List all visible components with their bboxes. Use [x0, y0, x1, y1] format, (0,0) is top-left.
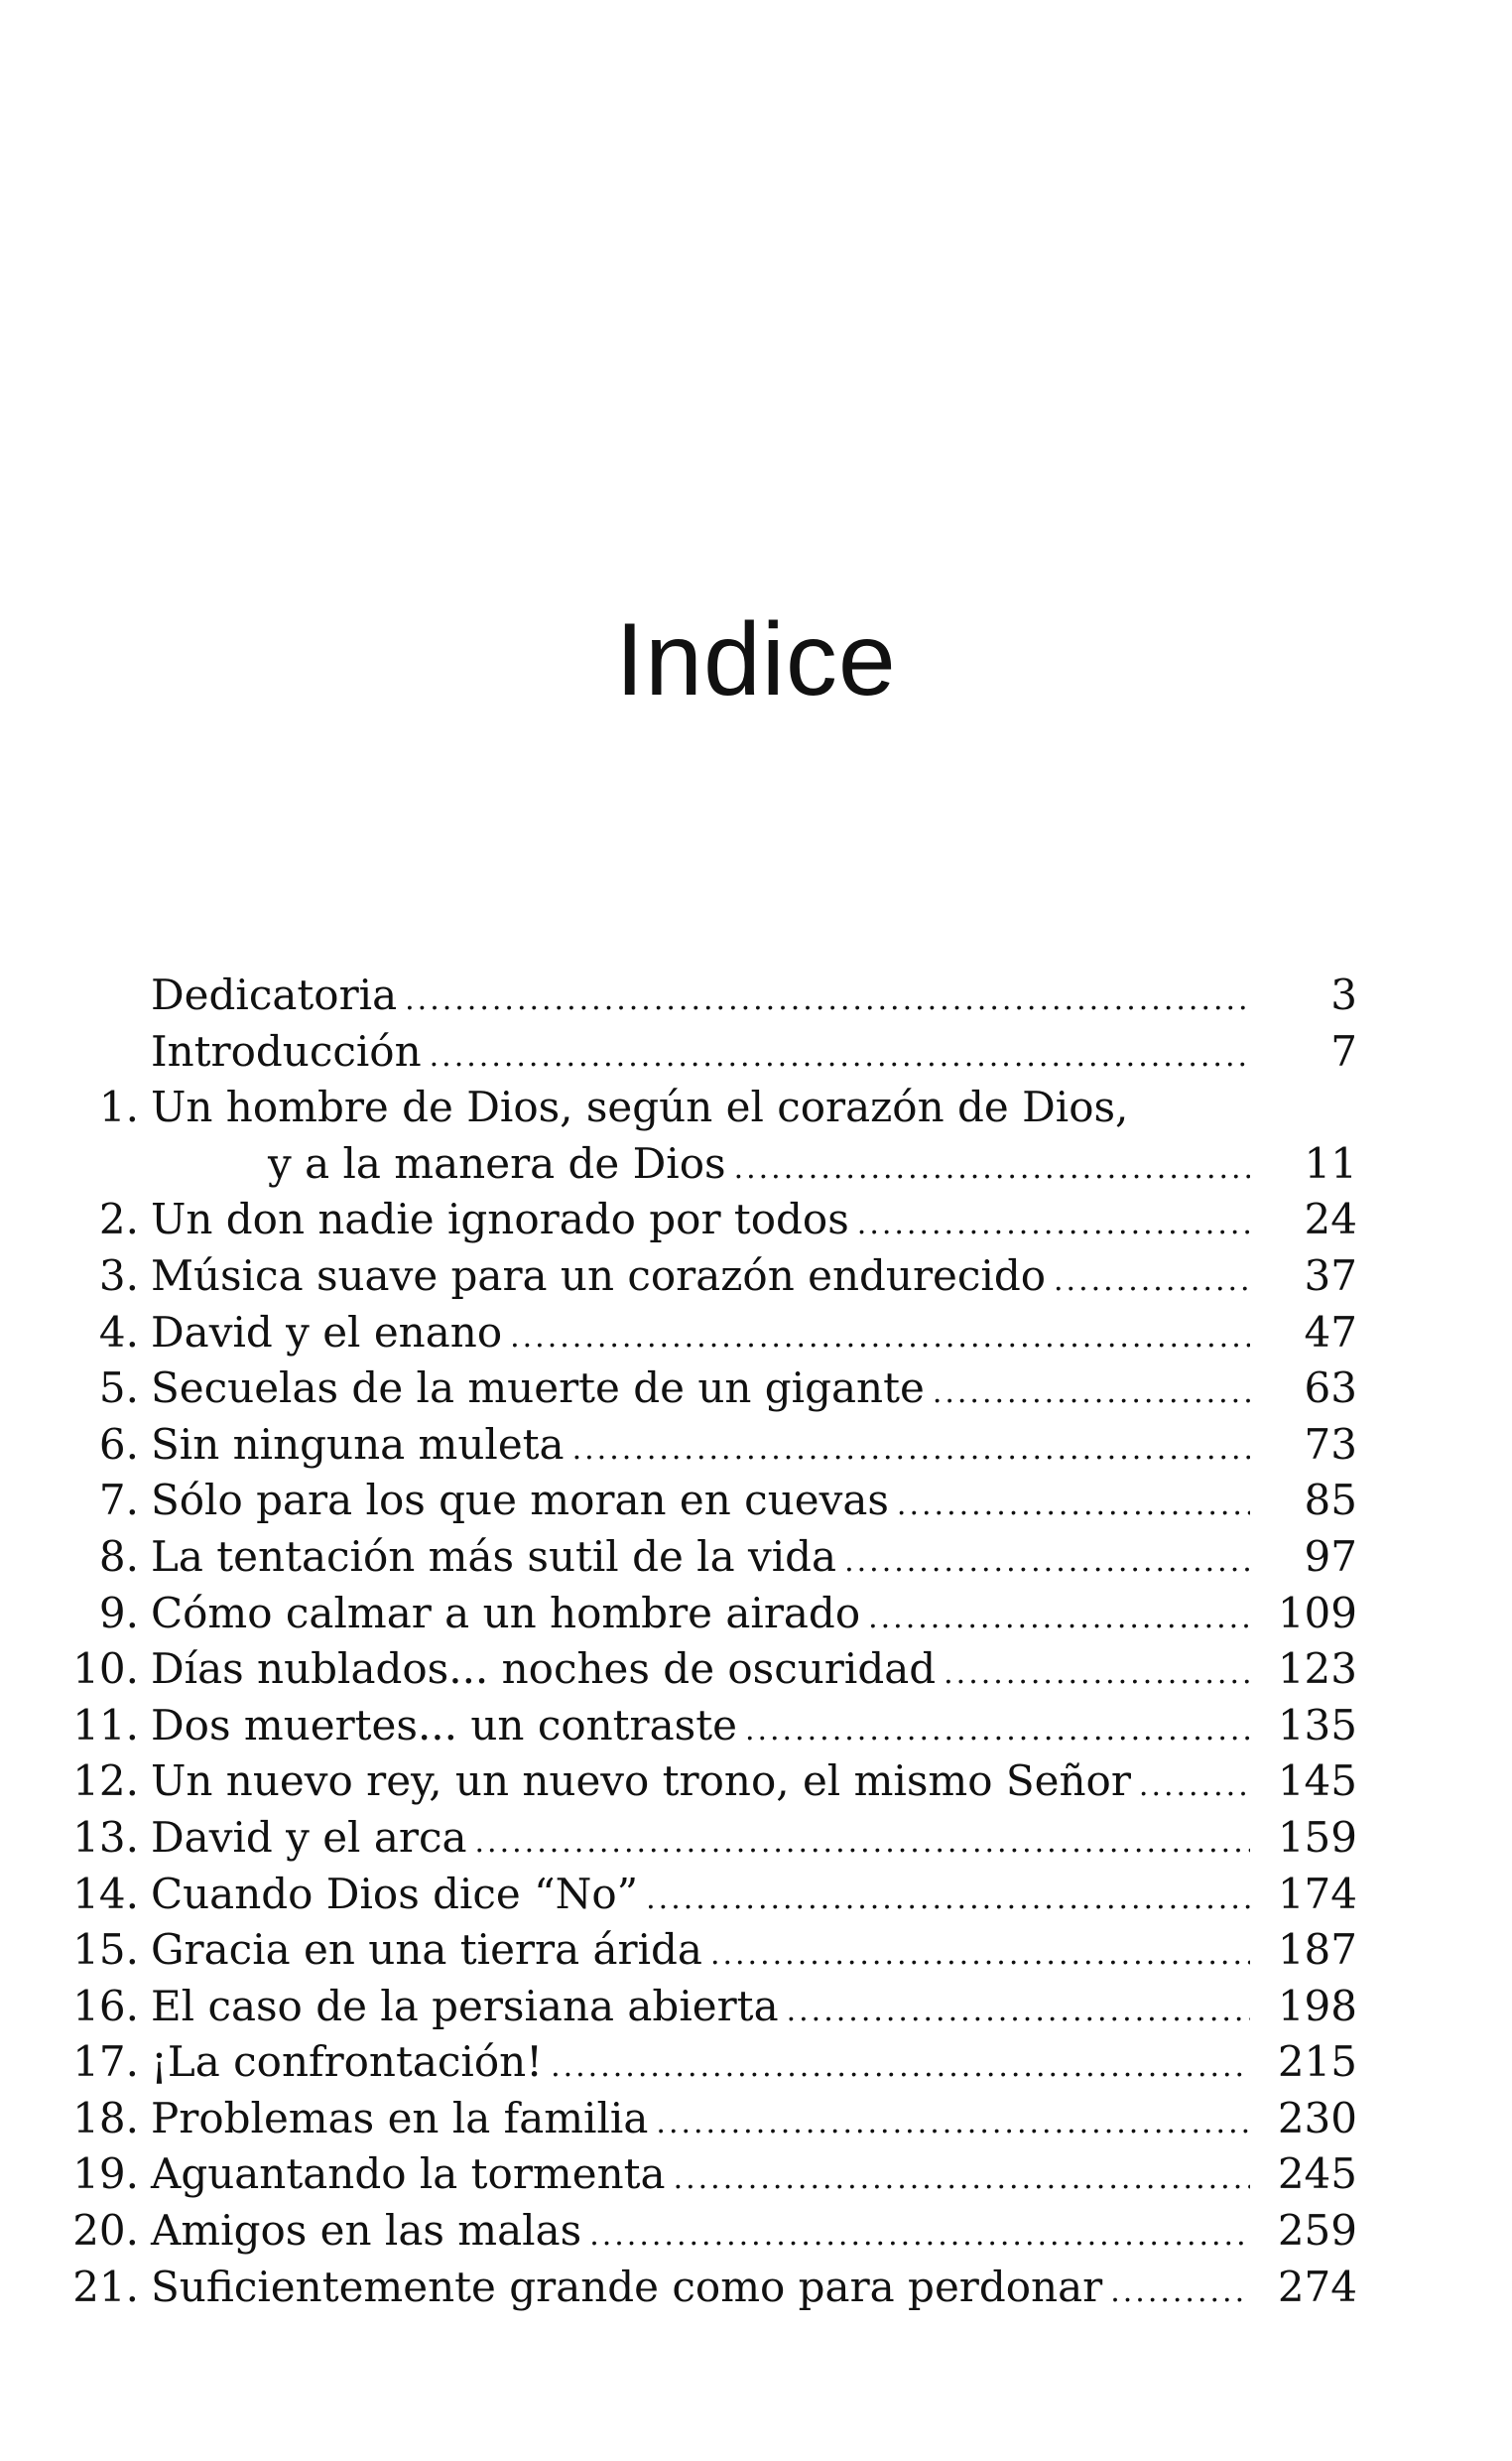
toc-entry-8	[67, 1529, 1357, 1586]
toc-page-number: 135	[1277, 1700, 1357, 1749]
toc-page-number: 187	[1277, 1925, 1357, 1975]
toc-label: Sólo para los que moran en cuevas	[151, 1476, 889, 1525]
toc-label: Secuelas de la muerte de un gigante	[151, 1363, 925, 1413]
toc-page-number: 63	[1304, 1363, 1357, 1413]
toc-number: 6.	[98, 1419, 139, 1469]
dot-leader	[1054, 1253, 1250, 1310]
toc-number: 11.	[72, 1700, 139, 1749]
toc-entry-9	[67, 1586, 1357, 1642]
toc-entry-4	[67, 1305, 1357, 1361]
toc-number: 4.	[98, 1307, 139, 1357]
toc-number: 7.	[98, 1476, 139, 1525]
dot-leader	[646, 1872, 1250, 1928]
toc-entry-2	[67, 1192, 1357, 1248]
toc-label: Cómo calmar a un hombre airado	[151, 1588, 861, 1637]
toc-number: 17.	[72, 2037, 139, 2087]
dot-leader	[857, 1197, 1250, 1253]
dot-leader	[674, 2151, 1250, 2208]
toc-entry-11	[67, 1698, 1357, 1754]
dot-leader	[734, 1141, 1250, 1198]
toc-page-number: 230	[1277, 2093, 1357, 2142]
dot-leader	[944, 1646, 1250, 1703]
toc-page-number: 174	[1277, 1869, 1357, 1918]
toc-label: Música suave para un corazón endurecido	[151, 1250, 1047, 1300]
page-title: Indice	[615, 602, 897, 717]
toc-page-number: 215	[1277, 2037, 1357, 2087]
dot-leader	[656, 2096, 1250, 2152]
toc-page-number: 259	[1277, 2206, 1357, 2256]
toc-number: 21.	[72, 2262, 139, 2311]
toc-page-number: 85	[1304, 1476, 1357, 1525]
toc-number: 14.	[72, 1869, 139, 1918]
dot-leader	[745, 1703, 1250, 1759]
toc-number: 10.	[72, 1644, 139, 1694]
dot-leader	[405, 972, 1250, 1029]
toc-entry-10	[67, 1641, 1357, 1698]
toc-entry-21	[67, 2260, 1357, 2316]
toc-page-number: 97	[1304, 1531, 1357, 1581]
toc-page-number: 7	[1330, 1026, 1357, 1076]
dot-leader	[475, 1815, 1250, 1872]
toc-entry-5	[67, 1360, 1357, 1417]
dot-leader	[1139, 1758, 1250, 1815]
dot-leader	[589, 2208, 1250, 2265]
toc-page-number: 198	[1277, 1981, 1357, 2030]
toc-label: Introducción	[151, 1026, 422, 1076]
toc-number: 9.	[98, 1588, 139, 1637]
dot-leader	[844, 1534, 1250, 1591]
toc-page-number: 24	[1304, 1195, 1357, 1244]
toc-number: 20.	[72, 2206, 139, 2256]
toc-label: Sin ninguna muleta	[151, 1419, 565, 1469]
toc-number: 3.	[98, 1250, 139, 1300]
toc-number: 2.	[98, 1195, 139, 1244]
toc-label: La tentación más sutil de la vida	[151, 1531, 837, 1581]
toc-label: ¡La confrontación!	[151, 2037, 544, 2087]
toc-page-number: 11	[1304, 1138, 1357, 1188]
dot-leader	[572, 1422, 1250, 1479]
toc-entry-1	[67, 1080, 1357, 1136]
dot-leader	[1110, 2265, 1250, 2321]
toc-entry-18	[67, 2091, 1357, 2147]
toc-number: 18.	[72, 2093, 139, 2142]
toc-entry-dedicatoria	[67, 968, 1357, 1024]
toc-entry-12	[67, 1753, 1357, 1810]
toc-label: Cuando Dios dice “No”	[151, 1869, 639, 1918]
toc-entry-17	[67, 2034, 1357, 2091]
toc-entry-introduccion	[67, 1024, 1357, 1081]
toc-page-number: 37	[1304, 1250, 1357, 1300]
toc-page-number: 3	[1330, 971, 1357, 1019]
toc-number: 15.	[72, 1925, 139, 1975]
dot-leader	[710, 1927, 1250, 1984]
dot-leader	[551, 2039, 1250, 2096]
toc-label: Un nuevo rey, un nuevo trono, el mismo Señor	[151, 1756, 1131, 1806]
toc-page-number: 47	[1304, 1307, 1357, 1357]
toc-label: Un don nadie ignorado por todos	[151, 1195, 849, 1244]
toc-label: Aguantando la tormenta	[151, 2149, 666, 2199]
toc-number: 5.	[98, 1363, 139, 1413]
toc-label: Suficientemente grande como para perdonar	[151, 2262, 1103, 2311]
toc-number: 16.	[72, 1981, 139, 2030]
toc-entry-15	[67, 1922, 1357, 1979]
toc-entry-14	[67, 1867, 1357, 1923]
toc-entry-13	[67, 1810, 1357, 1867]
dot-leader	[510, 1310, 1250, 1366]
toc-entry-19	[67, 2146, 1357, 2203]
toc-number: 1.	[98, 1083, 139, 1132]
toc-entry-6	[67, 1417, 1357, 1474]
dot-leader	[897, 1478, 1250, 1534]
toc-entry-1-continued	[67, 1136, 1357, 1193]
toc-entry-7	[67, 1473, 1357, 1529]
toc-label: David y el arca	[151, 1812, 467, 1862]
toc-label: David y el enano	[151, 1307, 503, 1357]
toc-number: 19.	[72, 2149, 139, 2199]
toc-number: 13.	[72, 1812, 139, 1862]
toc-label: Un hombre de Dios, según el corazón de Dios,	[151, 1083, 1129, 1132]
toc-number: 8.	[98, 1531, 139, 1581]
toc-label: Días nublados... noches de oscuridad	[151, 1644, 937, 1694]
toc-label: Amigos en las malas	[151, 2206, 582, 2256]
toc-page-number: 123	[1277, 1644, 1357, 1694]
toc-label: Problemas en la familia	[151, 2093, 649, 2142]
toc-page-number: 274	[1277, 2262, 1357, 2311]
toc-page-number: 145	[1277, 1756, 1357, 1806]
toc-label: El caso de la persiana abierta	[151, 1981, 779, 2030]
toc-label: Dos muertes... un contraste	[151, 1700, 737, 1749]
dot-leader	[868, 1591, 1250, 1647]
toc-label: Gracia en una tierra árida	[151, 1925, 702, 1975]
dot-leader	[430, 1029, 1250, 1086]
dot-leader	[933, 1365, 1250, 1422]
toc-entry-16	[67, 1979, 1357, 2035]
toc-page-number: 109	[1277, 1588, 1357, 1637]
toc-entry-3	[67, 1248, 1357, 1305]
dot-leader	[787, 1984, 1250, 2040]
table-of-contents	[67, 968, 1357, 2315]
toc-entry-20	[67, 2203, 1357, 2260]
toc-page-number: 73	[1304, 1419, 1357, 1469]
toc-label: y a la manera de Dios	[268, 1138, 726, 1188]
toc-number: 12.	[72, 1756, 139, 1806]
toc-page-number: 245	[1277, 2149, 1357, 2199]
toc-label: Dedicatoria	[151, 971, 398, 1019]
toc-page-number: 159	[1277, 1812, 1357, 1862]
